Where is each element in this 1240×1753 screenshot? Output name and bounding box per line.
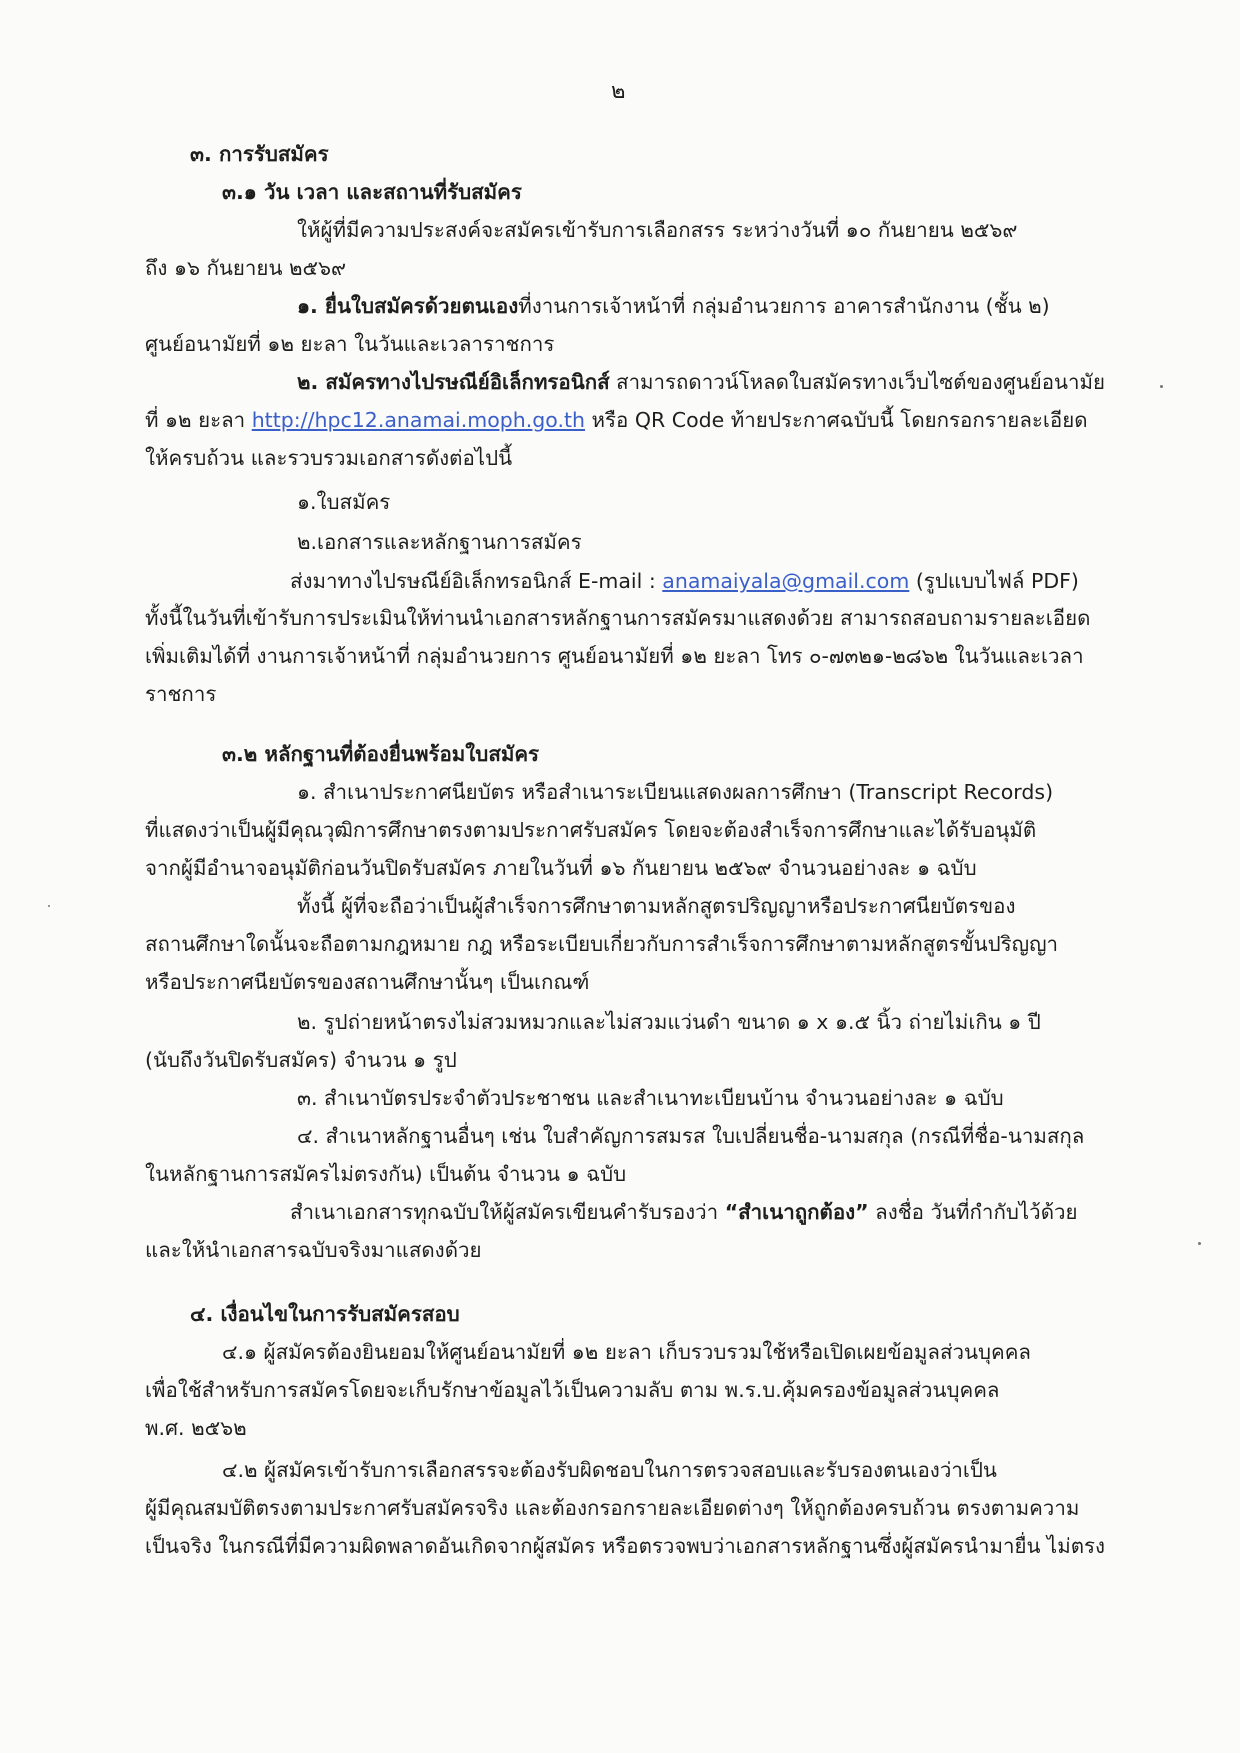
method2-line2-pre: ที่ ๑๒ ยะลา [145, 408, 252, 432]
website-link[interactable]: http://hpc12.anamai.moph.go.th [251, 408, 586, 432]
section-3-2-heading: ๓.๒ หลักฐานที่ต้องยื่นพร้อมใบสมัคร [222, 742, 540, 766]
s32-item1-line3: จากผู้มีอำนาจอนุมัติก่อนวันปิดรับสมัคร ภายในวันที่ ๑๖ กันยายน ๒๕๖๙ จำนวนอย่างละ ๑ ฉบับ [145, 856, 977, 880]
doc-item-1: ๑.ใบสมัคร [297, 490, 391, 514]
s31-method2-line2 [145, 406, 1088, 434]
page-number: ๒ [611, 79, 626, 104]
s31-method1-line2: ศูนย์อนามัยที่ ๑๒ ยะลา ในวันและเวลาราชการ [145, 332, 555, 356]
s32-item1-line2: ที่แสดงว่าเป็นผู้มีคุณวุฒิการศึกษาตรงตามประกาศรับสมัคร โดยจะต้องสำเร็จการศึกษาและได้รับอนุมัติ [145, 818, 1037, 842]
method2-line2-post: หรือ QR Code ท้ายประกาศฉบับนี้ โดยกรอกรายละเอียด [585, 408, 1088, 432]
s32-item1-note-line1: ทั้งนี้ ผู้ที่จะถือว่าเป็นผู้สำเร็จการศึกษาตามหลักสูตรปริญญาหรือประกาศนียบัตรของ [297, 894, 1016, 918]
s31-note-line3: ราชการ [145, 682, 217, 706]
s41-line2: เพื่อใช้สำหรับการสมัครโดยจะเก็บรักษาข้อมูลไว้เป็นความลับ ตาม พ.ร.บ.คุ้มครองข้อมูลส่วนบุคคล [145, 1378, 1000, 1402]
scan-speck [1198, 1242, 1201, 1245]
s31-note-line1: ทั้งนี้ในวันที่เข้ารับการประเมินให้ท่านนำเอกสารหลักฐานการสมัครมาแสดงด้วย สามารถสอบถามรายละเอียด [145, 606, 1091, 630]
s42-line2: ผู้มีคุณสมบัติตรงตามประกาศรับสมัครจริง และต้องกรอกรายละเอียดต่างๆ ให้ถูกต้องครบถ้วน ตรงตามความ [145, 1496, 1080, 1520]
s42-line3: เป็นจริง ในกรณีที่มีความผิดพลาดอันเกิดจากผู้สมัคร หรือตรวจพบว่าเอกสารหลักฐานซึ่งผู้สมัครนำมายื่น ไม่ตรง [145, 1534, 1105, 1558]
certify-post: ลงชื่อ วันที่กำกับไว้ด้วย [868, 1200, 1078, 1224]
section-3-1-heading: ๓.๑ วัน เวลา และสถานที่รับสมัคร [222, 180, 522, 204]
email-line [290, 567, 1079, 595]
s32-item1-note-line2: สถานศึกษาใดนั้นจะถือตามกฎหมาย กฎ หรือระเบียบเกี่ยวกับการสำเร็จการศึกษาตามหลักสูตรขั้นปริญญา [145, 932, 1059, 956]
certify-line1 [290, 1198, 1078, 1226]
certify-phrase: “สำเนาถูกต้อง” [724, 1200, 869, 1224]
email-link[interactable]: anamaiyala@gmail.com [662, 569, 910, 593]
s31-intro-line1: ให้ผู้ที่มีความประสงค์จะสมัครเข้ารับการเลือกสรร ระหว่างวันที่ ๑๐ กันยายน ๒๕๖๙ [297, 218, 1018, 242]
doc-item-2: ๒.เอกสารและหลักฐานการสมัคร [297, 530, 582, 554]
section-3-heading: ๓. การรับสมัคร [190, 142, 329, 166]
method2-text: สามารถดาวน์โหลดใบสมัครทางเว็บไซต์ของศูนย์อนามัย [609, 370, 1105, 394]
certify-line2: และให้นำเอกสารฉบับจริงมาแสดงด้วย [145, 1238, 482, 1262]
email-post: (รูปแบบไฟล์ PDF) [909, 569, 1079, 593]
s31-method1-line1 [297, 292, 1050, 320]
s32-item1-note-line3: หรือประกาศนียบัตรของสถานศึกษานั้นๆ เป็นเกณฑ์ [145, 970, 590, 994]
s41-line1: ๔.๑ ผู้สมัครต้องยินยอมให้ศูนย์อนามัยที่ ๑๒ ยะลา เก็บรวบรวมใช้หรือเปิดเผยข้อมูลส่วนบุคคล [222, 1340, 1031, 1364]
method2-title: ๒. สมัครทางไปรษณีย์อิเล็กทรอนิกส์ [297, 370, 610, 394]
method1-title: ๑. ยื่นใบสมัครด้วยตนเอง [297, 294, 519, 318]
s32-item1-line1: ๑. สำเนาประกาศนียบัตร หรือสำเนาระเบียนแสดงผลการศึกษา (Transcript Records) [297, 780, 1054, 804]
email-pre: ส่งมาทางไปรษณีย์อิเล็กทรอนิกส์ E-mail : [290, 569, 663, 593]
method1-text: ที่งานการเจ้าหน้าที่ กลุ่มอำนวยการ อาคารสำนักงาน (ชั้น ๒) [518, 294, 1050, 318]
s32-item4-line1: ๔. สำเนาหลักฐานอื่นๆ เช่น ใบสำคัญการสมรส ใบเปลี่ยนชื่อ-นามสกุล (กรณีที่ชื่อ-นามสกุล [297, 1124, 1085, 1148]
s32-item4-line2: ในหลักฐานการสมัครไม่ตรงกัน) เป็นต้น จำนวน ๑ ฉบับ [145, 1162, 627, 1186]
s42-line1: ๔.๒ ผู้สมัครเข้ารับการเลือกสรรจะต้องรับผิดชอบในการตรวจสอบและรับรองตนเองว่าเป็น [222, 1458, 997, 1482]
s31-note-line2: เพิ่มเติมได้ที่ งานการเจ้าหน้าที่ กลุ่มอำนวยการ ศูนย์อนามัยที่ ๑๒ ยะลา โทร ๐-๗๓๒๑-๒๘๖๒ ในวันและเวลา [145, 644, 1084, 668]
scan-speck [1160, 385, 1163, 388]
s31-method2-line3: ให้ครบถ้วน และรวบรวมเอกสารดังต่อไปนี้ [145, 446, 513, 470]
section-4-heading: ๔. เงื่อนไขในการรับสมัครสอบ [190, 1302, 460, 1326]
s31-method2-line1 [297, 368, 1105, 396]
s41-line3: พ.ศ. ๒๕๖๒ [145, 1416, 247, 1440]
certify-pre: สำเนาเอกสารทุกฉบับให้ผู้สมัครเขียนคำรับรองว่า [290, 1200, 725, 1224]
s31-intro-line2: ถึง ๑๖ กันยายน ๒๕๖๙ [145, 256, 347, 280]
s32-item2-line2: (นับถึงวันปิดรับสมัคร) จำนวน ๑ รูป [145, 1048, 457, 1072]
s32-item2-line1: ๒. รูปถ่ายหน้าตรงไม่สวมหมวกและไม่สวมแว่นดำ ขนาด ๑ x ๑.๕ นิ้ว ถ่ายไม่เกิน ๑ ปี [297, 1010, 1041, 1034]
s32-item3: ๓. สำเนาบัตรประจำตัวประชาชน และสำเนาทะเบียนบ้าน จำนวนอย่างละ ๑ ฉบับ [297, 1086, 1004, 1110]
scan-speck [48, 905, 50, 907]
